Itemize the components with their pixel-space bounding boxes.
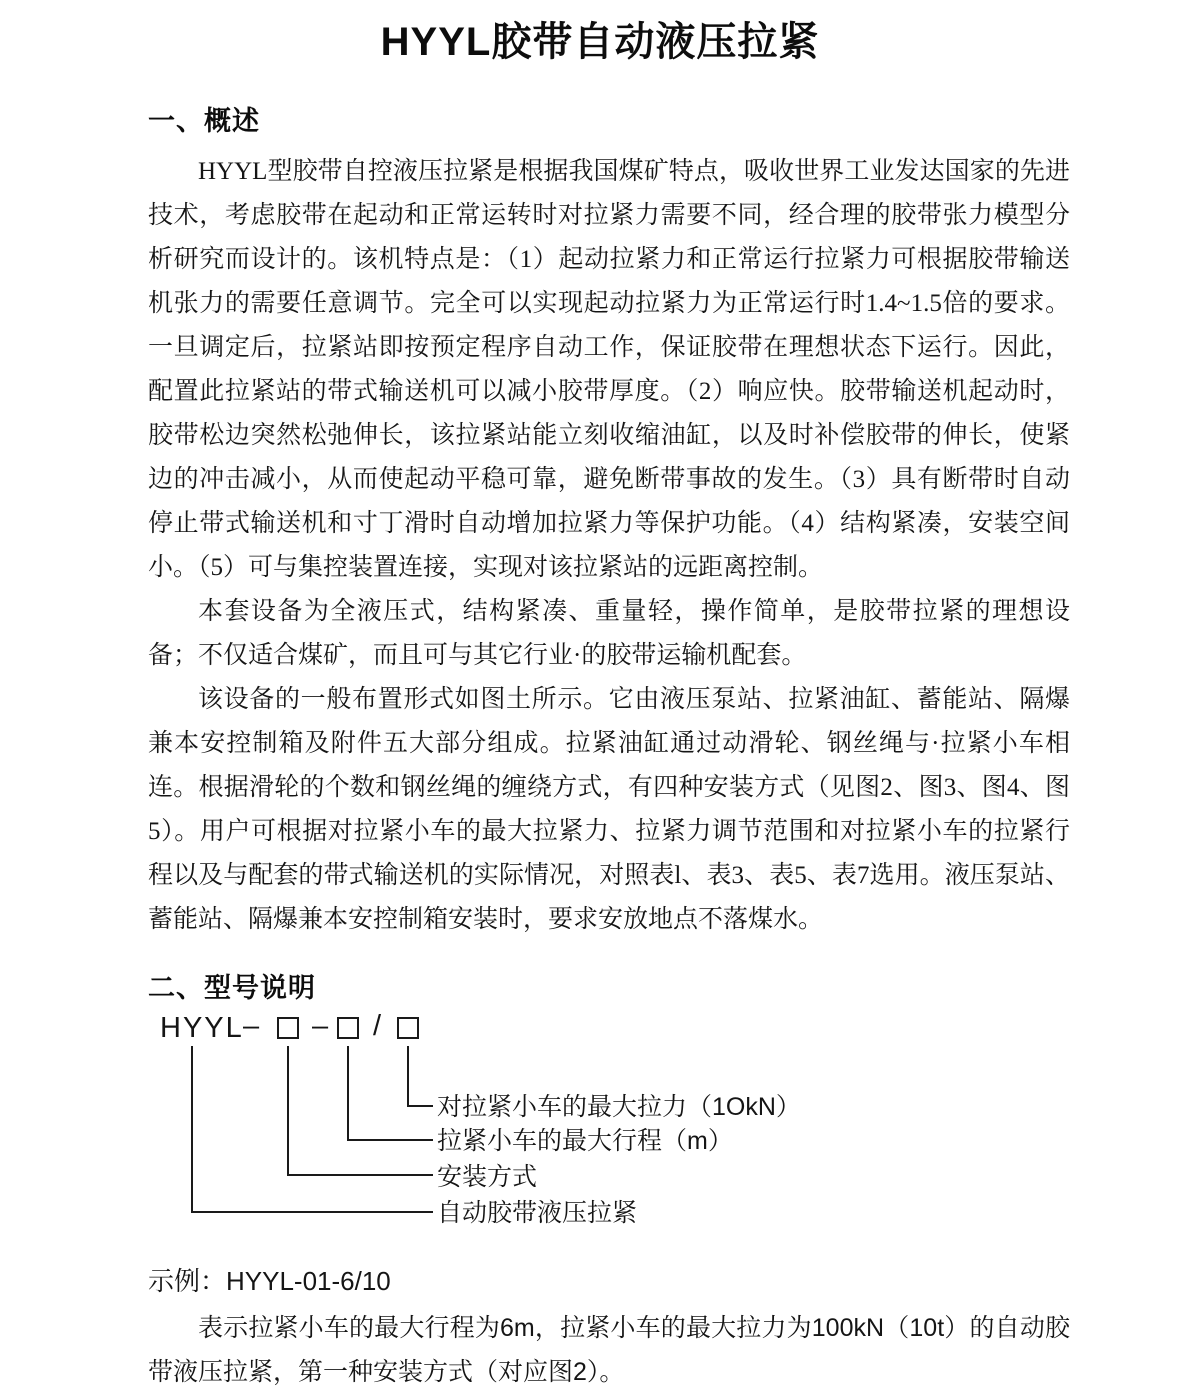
overview-section [0, 99, 1200, 1005]
overview-paragraph-1: HYYL型胶带自控液压拉紧是根据我国煤矿特点，吸收世界工业发达国家的先进技术，考虑胶带在起动和正常运转时对拉紧力需要不同，经合理的胶带张力模型分析研究而设计的。该机特点是：（1）起动拉紧力和正常运行拉紧力可根据胶带输送机张力的需要任意调节。完全可以实现起动拉紧力为正常运行时1.4~1.5倍的要求。一旦调定后，拉紧站即按预定程序自动工作，保证胶带在理想状态下运行。因此，配置此拉紧站的带式输送机可以减小胶带厚度。（2）响应快。胶带输送机起动时，胶带松边突然松弛伸长，该拉紧站能立刻收缩油缸，以及时补偿胶带的伸长，使紧边的冲击减小，从而使起动平稳可靠，避免断带事故的发生。（3）具有断带时自动停止带式输送机和寸丁滑时自动增加拉紧力等保护功能。（4）结构紧凑，安装空间小。（5）可与集控装置连接，实现对该拉紧站的远距离控制。 [148, 158, 1070, 581]
diagram-label-device-type: 自动胶带液压拉紧 [437, 1199, 638, 1227]
diagram-label-install-mode: 安装方式 [437, 1163, 538, 1191]
model-slash: / [373, 1010, 382, 1042]
diagram-label-max-force: 对拉紧小车的最大拉力（1OkN） [437, 1093, 801, 1121]
connector-line-max-force [407, 1046, 433, 1107]
diagram-label-max-stroke: 拉紧小车的最大行程（m） [437, 1127, 733, 1155]
section-heading-overview: 一、概述 [148, 106, 260, 136]
example-description: 表示拉紧小车的最大行程为6m，拉紧小车的最大拉力为100kN（10t）的自动胶带液压拉紧，第一种安装方式（对应图2）。 [148, 1314, 1070, 1386]
model-box-install-mode [277, 1017, 299, 1039]
section-heading-model: 二、型号说明 [148, 973, 316, 1003]
model-number-diagram [0, 1010, 1200, 1245]
model-dash: – [243, 1010, 260, 1042]
model-box-max-force [397, 1017, 419, 1039]
model-prefix-text: HYYL [160, 1012, 244, 1044]
overview-paragraph-3: 该设备的一般布置形式如图土所示。它由液压泵站、拉紧油缸、蓄能站、隔爆兼本安控制箱及附件五大部分组成。拉紧油缸通过动滑轮、钢丝绳与·拉紧小车相连。根据滑轮的个数和钢丝绳的缠绕方式，有四种安装方式（见图2、图3、图4、图5）。用户可根据对拉紧小车的最大拉紧力、拉紧力调节范围和对拉紧小车的拉紧行程以及与配套的带式输送机的实际情况，对照表l、表3、表5、表7选用。液压泵站、蓄能站、隔爆兼本安控制箱安装时，要求安放地点不落煤水。 [148, 686, 1070, 933]
example-model-label: 示例：HYYL-01-6/10 [148, 1266, 391, 1296]
model-box-max-stroke [337, 1017, 359, 1039]
page-title: HYYL胶带自动液压拉紧 [380, 20, 820, 64]
overview-paragraph-2: 本套设备为全液压式，结构紧凑、重量轻，操作简单，是胶带拉紧的理想设备；不仅适合煤矿，而且可与其它行业·的胶带运输机配套。 [148, 598, 1070, 669]
model-dash: – [312, 1010, 329, 1042]
